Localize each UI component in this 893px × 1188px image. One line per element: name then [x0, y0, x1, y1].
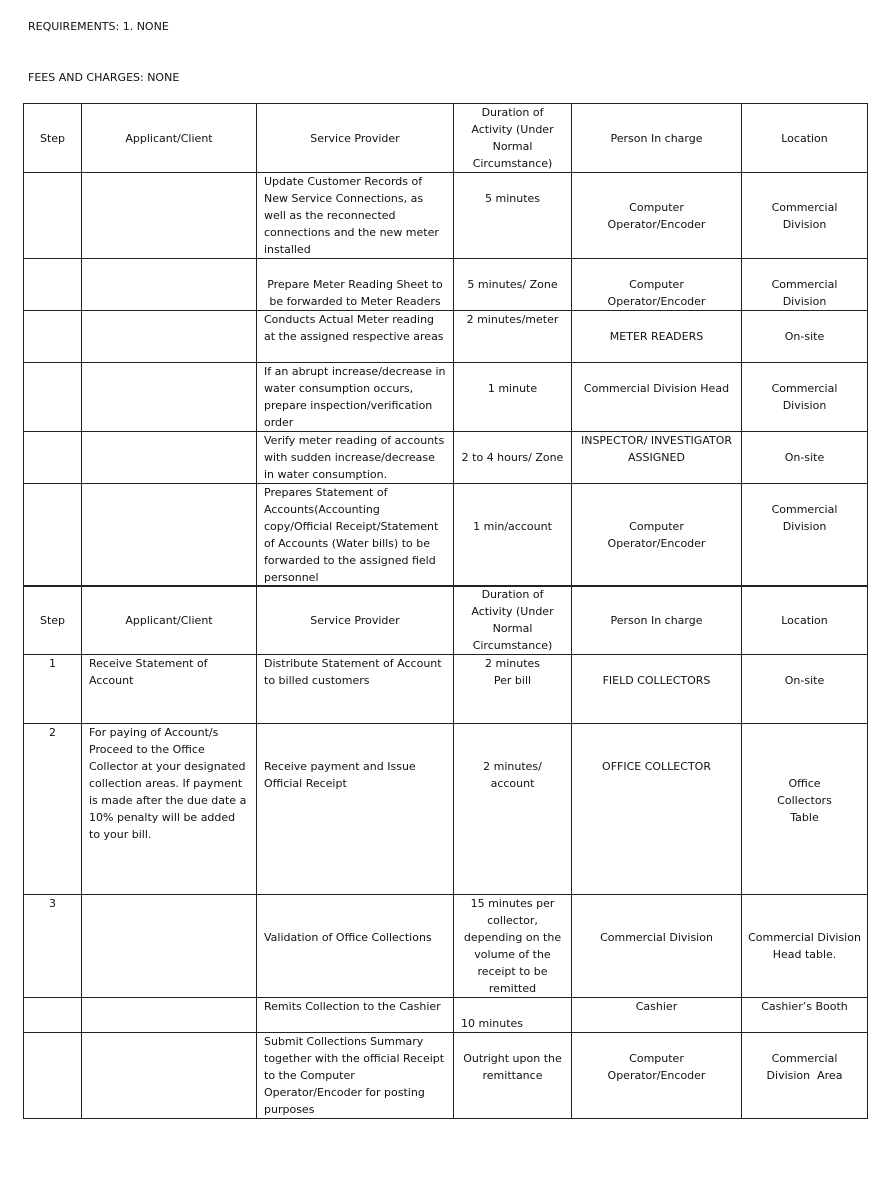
table-row — [24, 724, 868, 895]
cell-location: Commercial Division — [742, 363, 868, 432]
cell-applicant — [82, 895, 257, 998]
table-row — [24, 259, 868, 311]
cell-step — [24, 363, 82, 432]
cell-provider: If an abrupt increase/decrease in water consumption occurs, prepare inspection/verification order — [257, 363, 454, 432]
table-header-row — [24, 586, 868, 655]
header-applicant: Applicant/Client — [82, 586, 257, 655]
cell-location: On-site — [742, 311, 868, 363]
cell-duration: 15 minutes per collector, depending on the volume of the receipt to be remitted — [454, 895, 572, 998]
cell-duration: Outright upon the remittance — [454, 1033, 572, 1119]
cell-location: On-site — [742, 432, 868, 484]
cell-applicant — [82, 363, 257, 432]
cell-provider: Validation of Office Collections — [257, 895, 454, 998]
table-row — [24, 895, 868, 998]
cell-duration: 2 to 4 hours/ Zone — [454, 432, 572, 484]
cell-location: Commercial Division Head table. — [742, 895, 868, 998]
header-location: Location — [742, 586, 868, 655]
header-duration: Duration of Activity (Under Normal Circumstance) — [454, 586, 572, 655]
cell-step — [24, 311, 82, 363]
cell-location: Commercial Division — [742, 173, 868, 259]
table-row — [24, 173, 868, 259]
fees-line: FEES AND CHARGES: NONE — [28, 71, 180, 84]
header-provider: Service Provider — [257, 586, 454, 655]
cell-applicant — [82, 173, 257, 259]
cell-duration: 10 minutes — [454, 998, 572, 1033]
table-row — [24, 311, 868, 363]
cell-applicant — [82, 1033, 257, 1119]
header-person: Person In charge — [572, 586, 742, 655]
cell-applicant: For paying of Account/s Proceed to the Office Collector at your designated collection areas. If payment is made after the due date a 10% penalty will be added to your bill. — [82, 724, 257, 895]
header-applicant: Applicant/Client — [82, 104, 257, 173]
cell-provider: Prepares Statement of Accounts(Accounting copy/Official Receipt/Statement of Accounts (Water bills) to be forwarded to the assigned field personnel — [257, 484, 454, 587]
header-location: Location — [742, 104, 868, 173]
table-row — [24, 655, 868, 724]
cell-applicant: Receive Statement of Account — [82, 655, 257, 724]
cell-person: Cashier — [572, 998, 742, 1033]
table-header-row — [24, 104, 868, 173]
cell-step: 1 — [24, 655, 82, 724]
process-table-1 — [23, 103, 868, 587]
table-row — [24, 363, 868, 432]
cell-location: Commercial Division — [742, 484, 868, 587]
cell-duration: 2 minutes/meter — [454, 311, 572, 363]
cell-step: 2 — [24, 724, 82, 895]
cell-location: Commercial Division Area — [742, 1033, 868, 1119]
cell-step — [24, 259, 82, 311]
cell-person: Commercial Division — [572, 895, 742, 998]
header-duration: Duration of Activity (Under Normal Circumstance) — [454, 104, 572, 173]
cell-person: Computer Operator/Encoder — [572, 259, 742, 311]
cell-step — [24, 1033, 82, 1119]
header-step: Step — [24, 586, 82, 655]
cell-location: Commercial Division — [742, 259, 868, 311]
table-row — [24, 1033, 868, 1119]
header-provider: Service Provider — [257, 104, 454, 173]
cell-applicant — [82, 484, 257, 587]
table-row — [24, 484, 868, 587]
cell-person: Computer Operator/Encoder — [572, 173, 742, 259]
cell-applicant — [82, 259, 257, 311]
cell-person: METER READERS — [572, 311, 742, 363]
cell-provider: Prepare Meter Reading Sheet to be forwarded to Meter Readers — [257, 259, 454, 311]
cell-provider: Conducts Actual Meter reading at the assigned respective areas — [257, 311, 454, 363]
header-person: Person In charge — [572, 104, 742, 173]
cell-location: Office Collectors Table — [742, 724, 868, 895]
table-row — [24, 432, 868, 484]
cell-duration: 2 minutes/ account — [454, 724, 572, 895]
cell-location: On-site — [742, 655, 868, 724]
cell-duration: 1 minute — [454, 363, 572, 432]
cell-provider: Distribute Statement of Account to billed customers — [257, 655, 454, 724]
cell-duration: 2 minutes Per bill — [454, 655, 572, 724]
cell-duration: 5 minutes — [454, 173, 572, 259]
header-step: Step — [24, 104, 82, 173]
cell-person: FIELD COLLECTORS — [572, 655, 742, 724]
cell-person: INSPECTOR/ INVESTIGATOR ASSIGNED — [572, 432, 742, 484]
cell-step — [24, 998, 82, 1033]
cell-person: Commercial Division Head — [572, 363, 742, 432]
cell-provider: Verify meter reading of accounts with sudden increase/decrease in water consumption. — [257, 432, 454, 484]
cell-step — [24, 484, 82, 587]
requirements-line: REQUIREMENTS: 1. NONE — [28, 20, 169, 33]
cell-provider: Submit Collections Summary together with the official Receipt to the Computer Operator/Encoder for posting purposes — [257, 1033, 454, 1119]
table-row — [24, 998, 868, 1033]
cell-step: 3 — [24, 895, 82, 998]
cell-step — [24, 432, 82, 484]
cell-person: Computer Operator/Encoder — [572, 1033, 742, 1119]
cell-location: Cashier’s Booth — [742, 998, 868, 1033]
cell-provider: Receive payment and Issue Official Receipt — [257, 724, 454, 895]
cell-applicant — [82, 998, 257, 1033]
cell-applicant — [82, 432, 257, 484]
cell-provider: Update Customer Records of New Service Connections, as well as the reconnected connections and the new meter installed — [257, 173, 454, 259]
cell-step — [24, 173, 82, 259]
cell-applicant — [82, 311, 257, 363]
cell-provider: Remits Collection to the Cashier — [257, 998, 454, 1033]
cell-duration: 5 minutes/ Zone — [454, 259, 572, 311]
cell-duration: 1 min/account — [454, 484, 572, 587]
process-table-2 — [23, 585, 868, 1119]
cell-person: OFFICE COLLECTOR — [572, 724, 742, 895]
cell-person: Computer Operator/Encoder — [572, 484, 742, 587]
